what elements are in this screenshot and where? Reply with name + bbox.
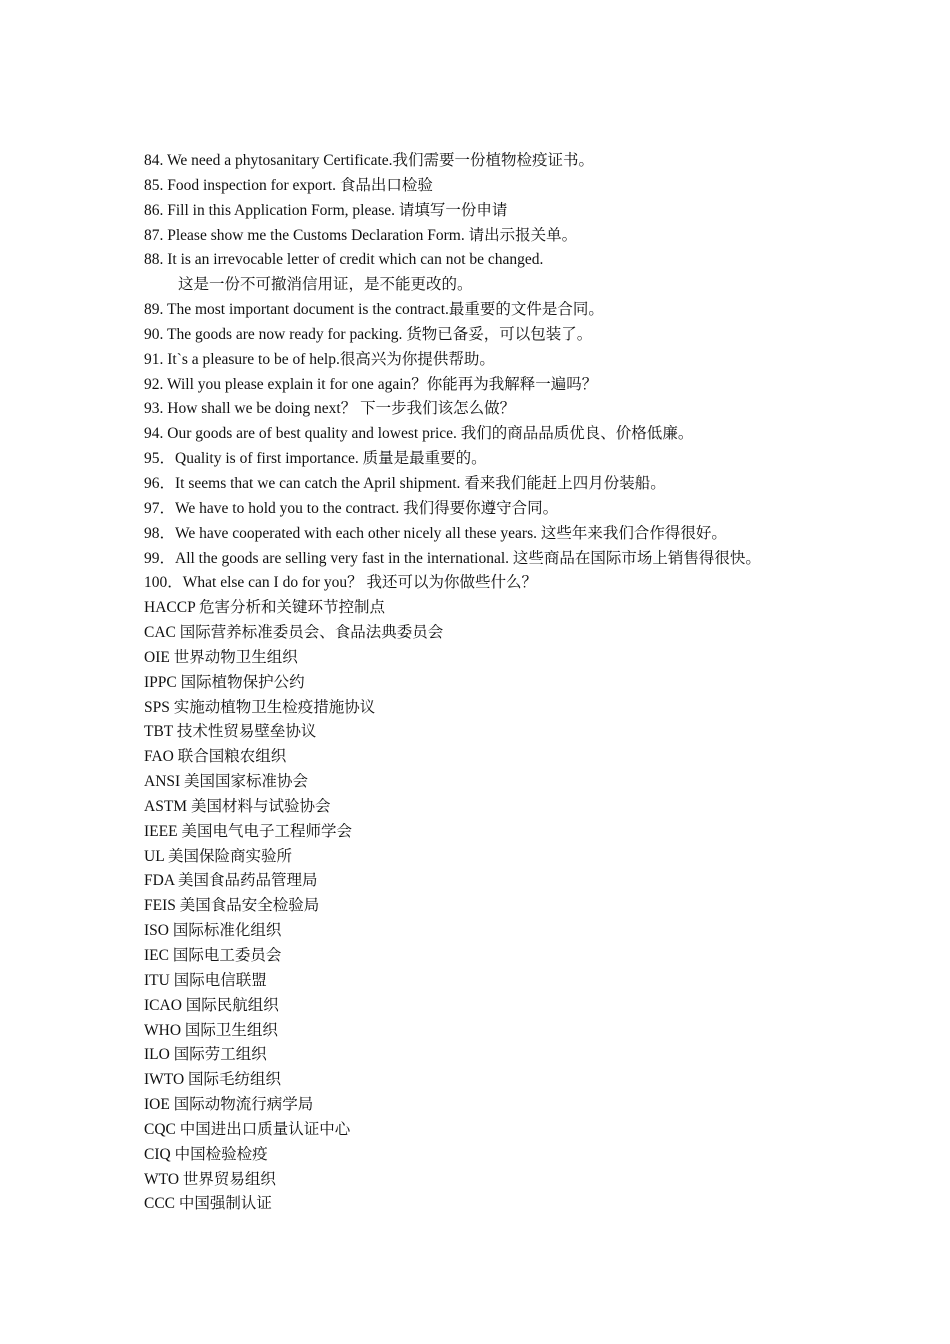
phrase-line: 这是一份不可撤消信用证，是不能更改的。 bbox=[178, 276, 473, 294]
abbreviation-line: ISO 国际标准化组织 bbox=[144, 922, 282, 940]
phrase-line: 90. The goods are now ready for packing. 货物已备妥，可以包装了。 bbox=[144, 325, 593, 343]
phrase-line: 98．We have cooperated with each other nicely all these years. 这些年来我们合作得很好。 bbox=[144, 524, 727, 542]
phrase-list bbox=[144, 149, 844, 596]
abbreviation-line: OIE 世界动物卫生组织 bbox=[144, 648, 298, 666]
abbreviation-line: ANSI 美国国家标准协会 bbox=[144, 773, 309, 791]
phrase-line: 94. Our goods are of best quality and lowest price. 我们的商品品质优良、价格低廉。 bbox=[144, 425, 694, 443]
abbreviation-line: IPPC 国际植物保护公约 bbox=[144, 673, 305, 691]
phrase-line: 96．It seems that we can catch the April shipment. 看来我们能赶上四月份装船。 bbox=[144, 474, 666, 492]
abbreviation-line: HACCP 危害分析和关键环节控制点 bbox=[144, 599, 385, 617]
abbreviation-line: ASTM 美国材料与试验协会 bbox=[144, 797, 331, 815]
abbreviation-line: TBT 技术性贸易壁垒协议 bbox=[144, 723, 317, 741]
phrase-line: 86. Fill in this Application Form, please. 请填写一份申请 bbox=[144, 201, 508, 219]
phrase-line: 92. Will you please explain it for one again？你能再为我解释一遍吗？ bbox=[144, 375, 598, 393]
abbreviation-line: FDA 美国食品药品管理局 bbox=[144, 872, 318, 890]
abbreviation-line: UL 美国保险商实验所 bbox=[144, 847, 292, 865]
abbreviation-line: IEEE 美国电气电子工程师学会 bbox=[144, 822, 352, 840]
phrase-line: 99．All the goods are selling very fast in the international. 这些商品在国际市场上销售得很快。 bbox=[144, 549, 761, 567]
abbreviation-line: FAO 联合国粮农组织 bbox=[144, 748, 287, 766]
phrase-line: 88. It is an irrevocable letter of credit which can not be changed. bbox=[144, 251, 544, 269]
phrase-line: 87. Please show me the Customs Declaration Form. 请出示报关单。 bbox=[144, 226, 578, 244]
phrase-line: 97．We have to hold you to the contract. 我们得要你遵守合同。 bbox=[144, 499, 559, 517]
abbreviation-line: WTO 世界贸易组织 bbox=[144, 1170, 276, 1188]
abbreviation-line: ICAO 国际民航组织 bbox=[144, 996, 279, 1014]
phrase-line: 93. How shall we be doing next？ 下一步我们该怎么做？ bbox=[144, 400, 516, 418]
phrase-line: 100．What else can I do for you？ 我还可以为你做些什么？ bbox=[144, 574, 538, 592]
abbreviation-line: CCC 中国强制认证 bbox=[144, 1195, 272, 1213]
abbreviation-line: ILO 国际劳工组织 bbox=[144, 1046, 267, 1064]
abbreviation-line: FEIS 美国食品安全检验局 bbox=[144, 897, 320, 915]
phrase-line: 84. We need a phytosanitary Certificate.我们需要一份植物检疫证书。 bbox=[144, 152, 595, 169]
phrase-line: 91. It`s a pleasure to be of help.很高兴为你提供帮助。 bbox=[144, 350, 495, 368]
abbreviation-line: ITU 国际电信联盟 bbox=[144, 971, 267, 989]
abbreviation-line: IEC 国际电工委员会 bbox=[144, 947, 282, 964]
abbreviation-line: IOE 国际动物流行病学局 bbox=[144, 1096, 314, 1114]
abbreviation-line: SPS 实施动植物卫生检疫措施协议 bbox=[144, 698, 376, 716]
phrase-line: 89. The most important document is the contract.最重要的文件是合同。 bbox=[144, 301, 604, 319]
document-body bbox=[144, 149, 844, 1217]
abbreviation-line: WHO 国际卫生组织 bbox=[144, 1021, 278, 1039]
abbreviation-line: CAC 国际营养标准委员会、食品法典委员会 bbox=[144, 624, 444, 642]
abbreviation-line: IWTO 国际毛纺组织 bbox=[144, 1071, 282, 1089]
abbreviation-line: CQC 中国进出口质量认证中心 bbox=[144, 1120, 351, 1138]
abbreviation-line: CIQ 中国检验检疫 bbox=[144, 1145, 268, 1163]
phrase-line: 95．Quality is of first importance. 质量是最重要的。 bbox=[144, 450, 487, 468]
phrase-line: 85. Food inspection for export. 食品出口检验 bbox=[144, 176, 433, 194]
abbreviation-list bbox=[144, 596, 844, 1217]
